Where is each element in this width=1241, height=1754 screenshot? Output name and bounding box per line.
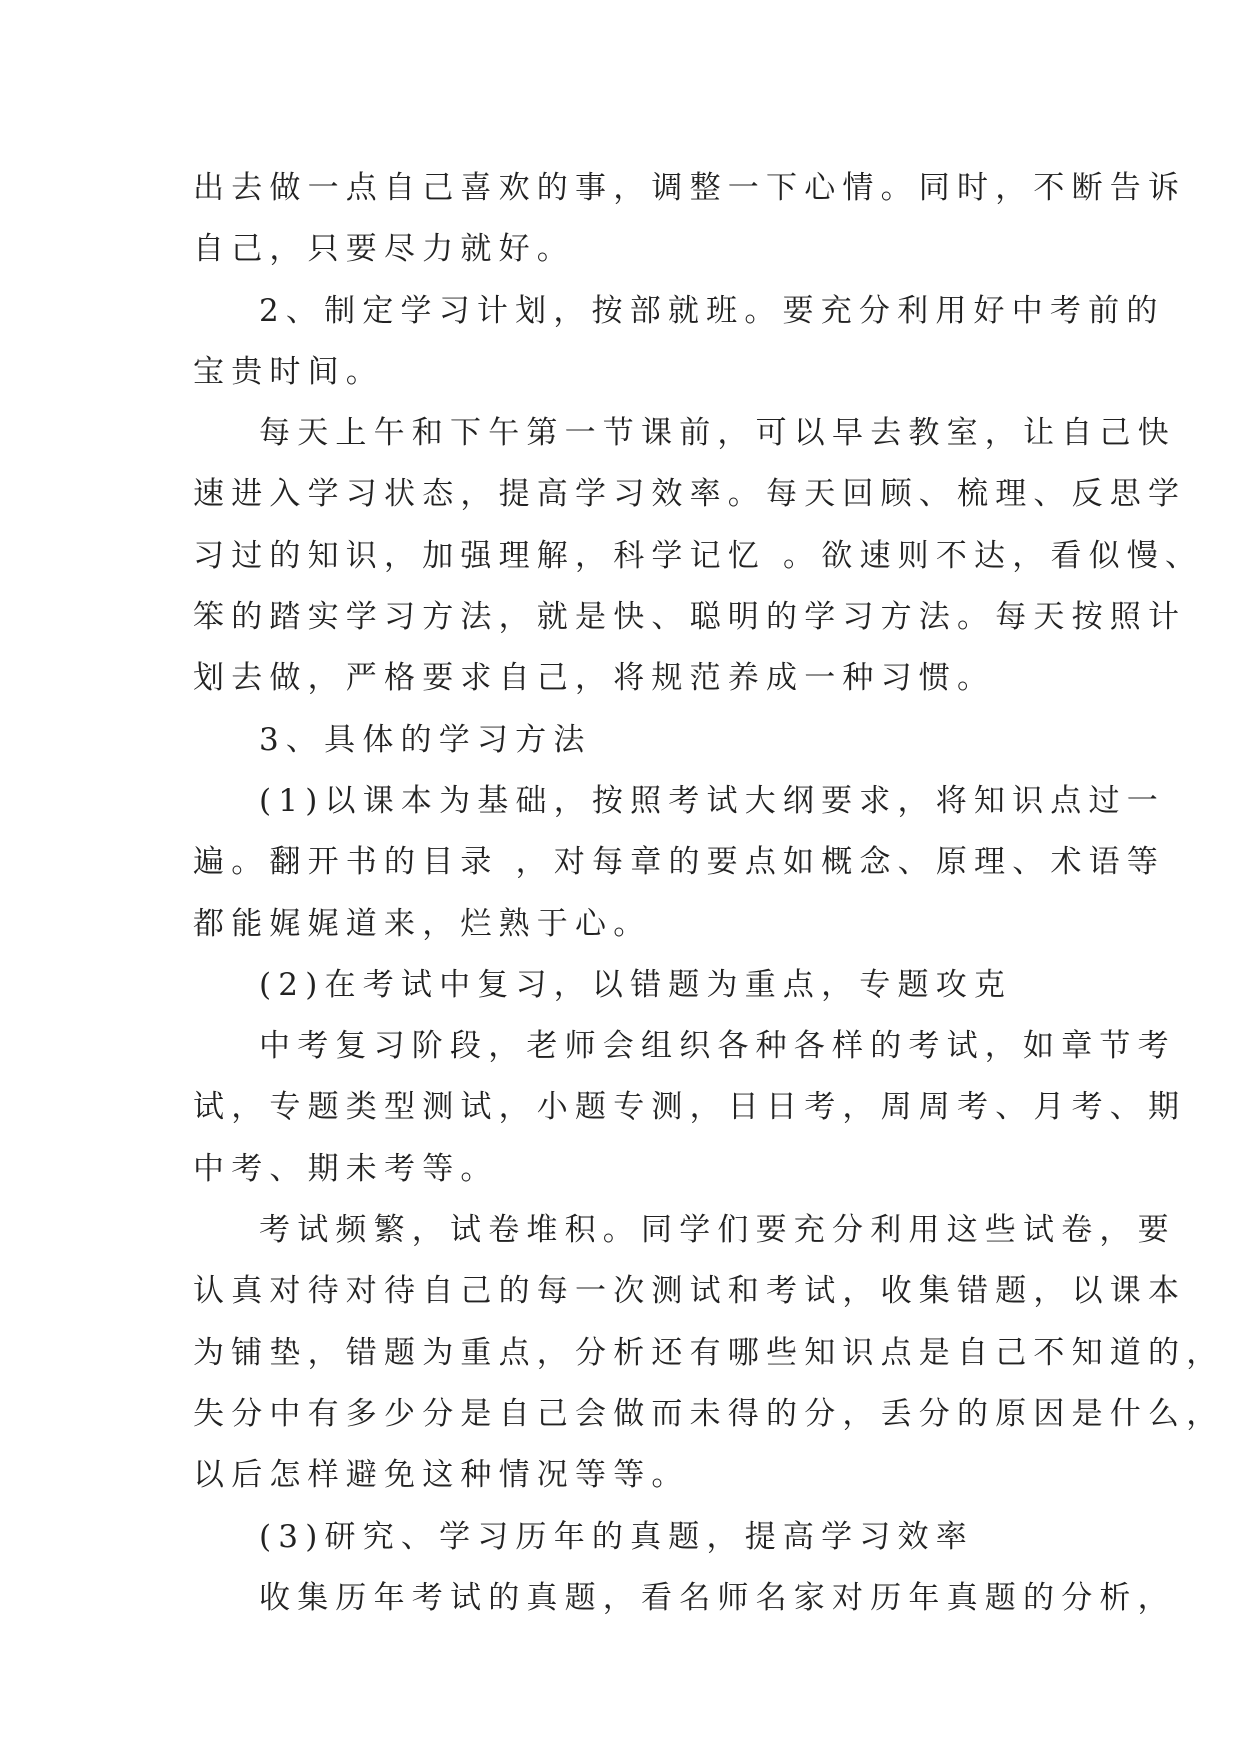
paragraph-error-analysis [193, 1200, 1225, 1506]
text-line: 收集历年考试的真题，看名师名家对历年真题的分析， [259, 1579, 1176, 1616]
text-line: 试，专题类型测试，小题专测，日日考，周周考、月考、期 [193, 1089, 1187, 1126]
text-line: 都能娓娓道来，烂熟于心。 [193, 905, 652, 942]
paragraph-daily-routine [193, 403, 1204, 709]
text-line: 习过的知识，加强理解，科学记忆 。欲速则不达，看似慢、 [193, 537, 1204, 574]
text-line: 2、制定学习计划，按部就班。要充分利用好中考前的 [259, 292, 1165, 329]
paragraph-method-1 [193, 771, 1166, 955]
document-body [193, 158, 1225, 1629]
text-line: 认真对待对待自己的每一次测试和考试，收集错题，以课本 [193, 1273, 1187, 1310]
text-line: 中考、期未考等。 [193, 1150, 499, 1187]
text-line: 以后怎样避免这种情况等等。 [193, 1457, 690, 1494]
text-line: 遍。翻开书的目录 ，对每章的要点如概念、原理、术语等 [193, 844, 1166, 881]
text-line: (2)在考试中复习，以错题为重点，专题攻克 [259, 966, 1013, 1003]
paragraph-method-2 [193, 955, 1063, 1016]
paragraph-past-papers [193, 1568, 1176, 1629]
text-line: 考试频繁，试卷堆积。同学们要充分利用这些试卷，要 [259, 1212, 1176, 1249]
paragraph-method-3 [193, 1507, 1063, 1568]
text-line: 速进入学习状态，提高学习效率。每天回顾、梳理、反思学 [193, 476, 1187, 513]
text-line: (3)研究、学习历年的真题，提高学习效率 [259, 1518, 974, 1555]
paragraph-continuation [193, 158, 1187, 281]
text-line: (1)以课本为基础，按照考试大纲要求，将知识点过一 [259, 782, 1165, 819]
text-line: 宝贵时间。 [193, 353, 384, 390]
text-line: 为铺垫，错题为重点，分析还有哪些知识点是自己不知道的， [193, 1334, 1225, 1371]
text-line: 出去做一点自己喜欢的事，调整一下心情。同时，不断告诉 [193, 170, 1187, 206]
text-line: 划去做，严格要求自己，将规范养成一种习惯。 [193, 660, 996, 697]
text-line: 自己，只要尽力就好。 [193, 231, 575, 268]
text-line: 3、具体的学习方法 [259, 721, 592, 758]
text-line: 失分中有多少分是自己会做而未得的分，丢分的原因是什么， [193, 1395, 1225, 1432]
text-line: 每天上午和下午第一节课前，可以早去教室，让自己快 [259, 415, 1176, 452]
text-line: 中考复习阶段，老师会组织各种各样的考试，如章节考 [259, 1028, 1176, 1065]
paragraph-point-3 [193, 710, 1063, 771]
text-line: 笨的踏实学习方法，就是快、聪明的学习方法。每天按照计 [193, 599, 1187, 636]
paragraph-exam-types [193, 1016, 1187, 1200]
paragraph-point-2 [193, 281, 1165, 404]
